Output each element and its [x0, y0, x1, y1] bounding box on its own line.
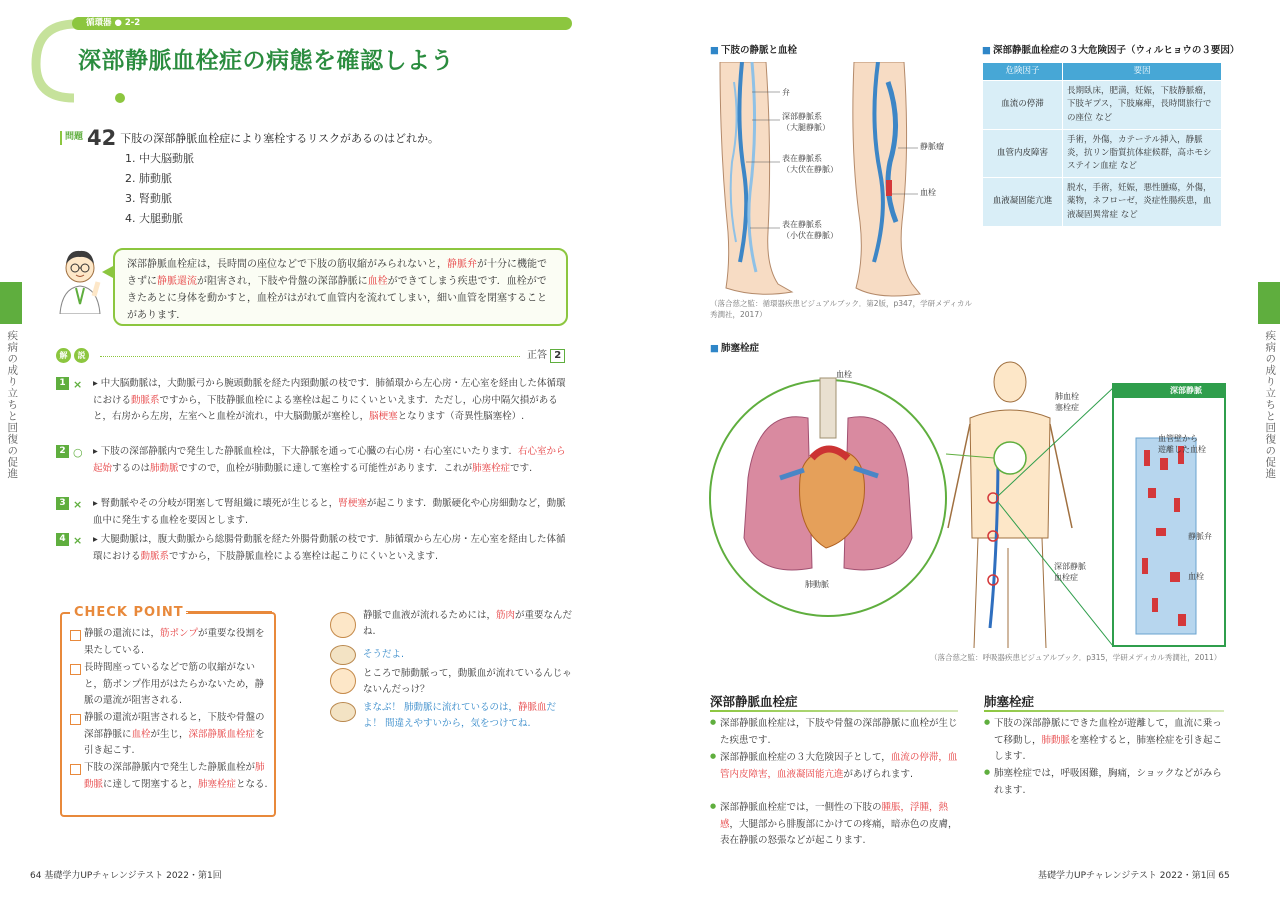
pulmonary-embolism-illustration	[708, 358, 1228, 648]
risk-factor: 血液凝固能亢進	[983, 178, 1063, 227]
question-number: 42	[87, 126, 117, 150]
leg-figure-caption: （落合慈之監：循環器疾患ビジュアルブック．第2版，p347，学研メディカル秀潤社，2017）	[710, 299, 972, 320]
kaisetsu-badge-2: 説	[74, 348, 89, 363]
pe-box-label-2: 静脈弁	[1188, 532, 1212, 541]
side-tab-right	[1258, 282, 1280, 324]
side-tab-left	[0, 282, 22, 324]
pe-bullet: ● 下肢の深部静脈にできた血栓が遊離して，血流に乗って移動し，肺動脈を塞栓すると，肺塞栓症を引き起こします.	[984, 716, 1226, 766]
choice-4: 4. 大腿動脈	[125, 212, 183, 225]
answer-mark: ×	[73, 378, 83, 391]
explanation-bubble	[113, 248, 568, 326]
answer-1	[56, 376, 572, 426]
risk-table-heading: ■ 深部静脈血栓症の３大危険因子（ウィルヒョウの３要因）	[982, 44, 1239, 59]
bubble-text-2: が十分に機能できずに	[127, 259, 547, 287]
checkpoint-item: 長時間座っているなどで筋の収縮がないと，筋ポンプ作用がはたらかないため，静脈の還流が阻害される.	[70, 660, 270, 710]
dvt-bullet: ● 深部静脈血栓症では，一側性の下肢の腫脹，浮腫，熱感，大腿部から腓腹部にかけての疼痛，暗赤色の皮膚，表在静脈の怒張などが起こります.	[710, 800, 960, 850]
answer-3	[56, 496, 572, 529]
checkpoint-item: 静脈の還流が阻害されると，下肢や骨盤の深部静脈に血栓が生じ，深部静脈血栓症を引き起こす.	[70, 710, 270, 760]
bubble-highlight-1: 静脈弁	[447, 259, 477, 270]
pe-box-title: 深部静脈	[1170, 386, 1202, 395]
kaisetsu-divider	[100, 356, 520, 357]
bubble-text-4: ができてしまう疾患です．血栓ができたあとに身体を動かすと，血栓がはがれて血管内を流れてしまい，細い血管を閉塞することがあります．	[127, 276, 547, 321]
cat-avatar	[330, 645, 356, 665]
answer-mark: ○	[73, 446, 83, 459]
answer-mark: ×	[73, 498, 83, 511]
pe-label-pa: 肺動脈	[805, 580, 829, 589]
risk-factor-table	[982, 62, 1222, 227]
checkpoint-item: 静脈の還流には，筋ポンプが重要な役割を果たしている.	[70, 626, 270, 659]
checkpoint-title: CHECK POINT	[70, 603, 188, 623]
checkpoint-item: 下肢の深部静脈内で発生した静脈血栓が肺動脈に達して閉塞すると，肺塞栓症となる.	[70, 760, 270, 793]
dvt-heading-line	[710, 710, 958, 712]
chapter-badge: 循環器 ● 2-2	[72, 17, 572, 30]
pe-figure-heading: ■ 肺塞栓症	[710, 342, 759, 357]
pe-bullet: ● 肺塞栓症では，呼吸困難，胸痛，ショックなどがみられます.	[984, 766, 1226, 799]
chat-line: そうだよ.	[363, 649, 405, 660]
risk-cause: 手術，外傷，カテーテル挿入，静脈炎，抗リン脂質抗体症候群，高ホモシステイン血症 など	[1063, 129, 1222, 178]
correct-answer-label: 正答	[527, 350, 547, 361]
student-avatar	[330, 612, 356, 638]
dvt-bullet: ● 深部静脈血栓症は，下肢や骨盤の深部静脈に血栓が生じた疾患です.	[710, 716, 960, 749]
question-label: 問題	[60, 131, 83, 145]
side-label-right: 疾病の成り立ちと回復の促進	[1264, 330, 1277, 480]
pe-label-clot: 血栓	[836, 370, 852, 379]
answer-4	[56, 532, 572, 565]
page-title: 深部静脈血栓症の病態を確認しよう	[78, 48, 454, 74]
dvt-heading: 深部静脈血栓症	[710, 694, 798, 709]
answer-text: ▸ 腎動脈やその分岐が閉塞して腎組織に壊死が生じると，腎梗塞が起こります．動脈硬化や心房細動など，動脈血中に発生する血栓を要因とします.	[93, 498, 566, 526]
bubble-tail	[102, 266, 113, 278]
bubble-highlight-3: 血栓	[367, 276, 388, 287]
pe-heading: 肺塞栓症	[984, 694, 1035, 709]
answer-text: ▸ 下肢の深部静脈内で発生した静脈血栓は，下大静脈を通って心臓の右心房・右心室にいたります．右心室から起始するのは肺動脈ですので，血栓が肺動脈に達して塞栓する可能性があります．これが肺塞栓症です.	[93, 446, 566, 474]
leg-label-valve: 弁	[782, 88, 790, 97]
pe-label-body2: 深部静脈 血栓症	[1054, 562, 1086, 582]
leg-label-great-saphenous: 表在静脈系 （大伏在静脈）	[782, 154, 838, 174]
student-avatar	[330, 668, 356, 694]
kaisetsu-badge-1: 解	[56, 348, 71, 363]
leg-label-varicose: 静脈瘤	[920, 142, 944, 151]
pe-box-label-3: 血栓	[1188, 572, 1204, 581]
footer-left: 64 基礎学力UPチャレンジテスト 2022・第1回	[30, 871, 222, 881]
answer-number: 2	[56, 445, 69, 458]
cat-avatar	[330, 702, 356, 722]
side-label-left: 疾病の成り立ちと回復の促進	[6, 330, 19, 480]
correct-answer	[527, 348, 565, 364]
answer-2	[56, 444, 572, 477]
risk-col-factor: 危険因子	[983, 63, 1063, 81]
answer-text: ▸ 大腿動脈は，腹大動脈から総腸骨動脈を経た外腸骨動脈の枝です．肺循環から左心房・左心室を経由した体循環における動脈系ですから，下肢静脈血栓による塞栓は起こりにくいといえます.	[93, 534, 566, 562]
answer-number: 4	[56, 533, 69, 546]
leg-label-clot: 血栓	[920, 188, 936, 197]
answer-number: 3	[56, 497, 69, 510]
checkpoint-title-line	[186, 611, 272, 614]
chat-line: 静脈で血液が流れるためには，筋肉が重要なんだね.	[363, 610, 573, 638]
footer-right: 基礎学力UPチャレンジテスト 2022・第1回 65	[1038, 871, 1230, 881]
risk-factor: 血管内皮障害	[983, 129, 1063, 178]
answer-number: 1	[56, 377, 69, 390]
correct-answer-number: 2	[550, 349, 565, 363]
pe-box-label-1: 血管壁から 遊離した血栓	[1158, 434, 1206, 454]
chat-line: まなぶ！ 肺動脈に流れているのは，静脈血だよ！ 間違えやすいから，気をつけてね.	[363, 702, 557, 730]
risk-col-cause: 要因	[1063, 63, 1222, 81]
pe-heading-line	[984, 710, 1224, 712]
bubble-text-1: 深部静脈血栓症は，長時間の座位などで下肢の筋収縮がみられないと，	[127, 259, 447, 270]
choice-1: 1. 中大脳動脈	[125, 152, 194, 165]
risk-cause: 脱水，手術，妊娠，悪性腫瘍，外傷，薬物，ネフローゼ，炎症性腸疾患，血液凝固異常症 など	[1063, 178, 1222, 227]
answer-mark: ×	[73, 534, 83, 547]
choice-2: 2. 肺動脈	[125, 172, 172, 185]
question-text: 下肢の深部静脈血栓症により塞栓するリスクがあるのはどれか。	[120, 131, 440, 145]
leg-label-deep: 深部静脈系 （大腿静脈）	[782, 112, 830, 132]
pe-figure-caption: （落合慈之監：呼吸器疾患ビジュアルブック．p315，学研メディカル秀潤社，2011）	[930, 653, 1222, 662]
leg-label-small-saphenous: 表在静脈系 （小伏在静脈）	[782, 220, 838, 240]
doctor-illustration	[54, 244, 106, 314]
dvt-bullet: ● 深部静脈血栓症の３大危険因子として，血流の停滞，血管内皮障害，血液凝固能亢進があげられます.	[710, 750, 960, 783]
leg-vein-illustration	[706, 62, 966, 298]
leg-figure-heading: ■ 下肢の静脈と血栓	[710, 44, 797, 59]
risk-factor: 血流の停滞	[983, 81, 1063, 130]
pe-label-body1: 肺血栓 塞栓症	[1055, 392, 1079, 412]
bubble-text-3: が阻害され，下肢や骨盤の深部静脈に	[197, 276, 368, 287]
bubble-highlight-2: 静脈還流	[157, 276, 197, 287]
chat-line: ところで肺動脈って，動脈血が流れているんじゃないんだっけ？	[363, 668, 572, 696]
answer-text: ▸ 中大脳動脈は，大動脈弓から腕頭動脈を経た内頸動脈の枝です．肺循環から左心房・左心室を経由した体循環における動脈系ですから，下肢静脈血栓による塞栓は起こりにくいといえます．ただし，心房中隔欠損があると，右房から左房，左室へと血栓が流れ，中大脳動脈が塞栓し，脳梗塞となります（奇異性脳塞栓）.	[93, 378, 566, 423]
choice-3: 3. 腎動脈	[125, 192, 172, 205]
risk-cause: 長期臥床，肥満，妊娠，下肢静脈瘤，下肢ギプス，下肢麻痺，長時間旅行での座位 など	[1063, 81, 1222, 130]
